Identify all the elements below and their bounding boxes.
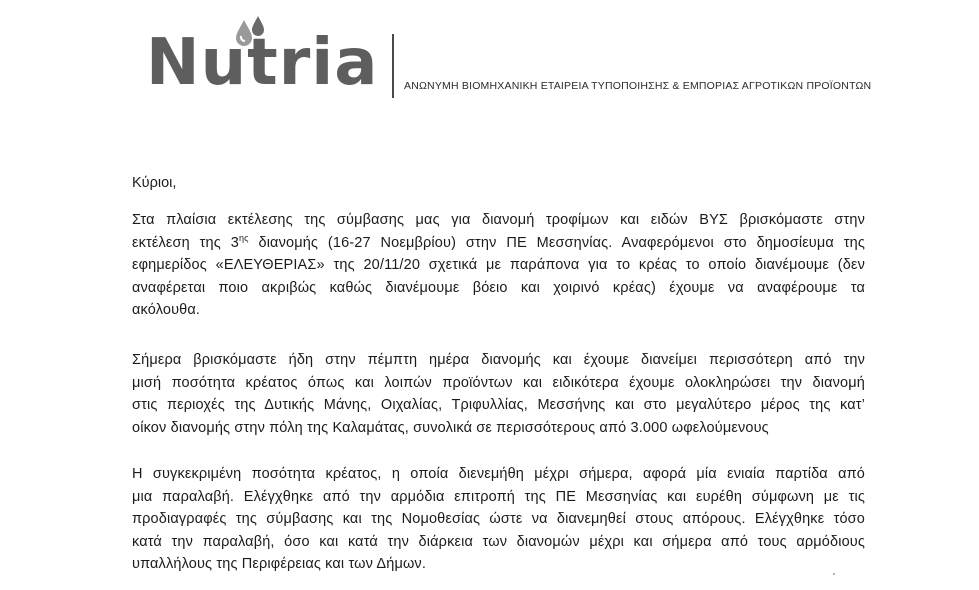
paragraph-line: υπαλλήλους της Περιφέρειας και των Δήμων.	[132, 556, 427, 572]
paragraph-line: εφημερίδος «ΕΛΕΥΘΕΡΙΑΣ» της 20/11/20 σχετικά με παράπονα για το κρέας το οποίο διανέμουμε (δεν	[132, 257, 865, 273]
company-name: ΑΝΩΝΥΜΗ ΒΙΟΜΗΧΑΝΙΚΗ ΕΤΑΙΡΕΙΑ ΤΥΠΟΠΟΙΗΣΗΣ & ΕΜΠΟΡΙΑΣ ΑΓΡΟΤΙΚΩΝ ΠΡΟΪΟΝΤΩΝ	[404, 80, 872, 92]
paragraph-line: κατά την παραλαβή, όσο και κατά την διάρκεια των διανομών μέχρι και σήμερα από τους αρμόδιους	[132, 533, 865, 550]
paragraph-line	[132, 232, 865, 255]
paragraph-3	[132, 463, 865, 576]
scan-speck	[833, 573, 835, 575]
letterhead-divider	[392, 34, 394, 98]
line-text: εκτέλεση της 3	[132, 234, 239, 251]
paragraph-line: στις περιοχές της Δυτικής Μάνης, Οιχαλίας, Τριφυλλίας, Μεσσήνης και στο μεγαλύτερο μέρος της κατ’	[132, 397, 865, 413]
paragraph-line: αναφέρεται ποιο ακριβώς καθώς διανέμουμε βόειο και χοιρινό κρέας) έχουμε να αναφέρουμε τα	[132, 279, 865, 296]
paragraph-line: Η συγκεκριμένη ποσότητα κρέατος, η οποία διενεμήθη μέχρι σήμερα, αφορά μία ενιαία παρτίδα από	[132, 466, 865, 482]
letter-greeting: Κύριοι,	[132, 175, 177, 191]
company-logo	[146, 14, 386, 100]
paragraph-1	[132, 209, 865, 322]
paragraph-line: μισή ποσότητα κρέατος όπως και λοιπών προϊόντων και ειδικότερα έχουμε ολοκληρώσει την διανομή	[132, 374, 865, 391]
paragraph-line: οίκον διανομής στην πόλη της Καλαμάτας, συνολικά σε περισσότερους από 3.000 ωφελούμενους	[132, 419, 769, 436]
paragraph-line: Σήμερα βρισκόμαστε ήδη στην πέμπτη ημέρα διανομής και έχουμε διανείμει περισσότερη από την	[132, 352, 865, 368]
paragraph-2	[132, 349, 865, 439]
line-text: διανομής (16-27 Νοεμβρίου) στην ΠΕ Μεσσηνίας. Αναφερόμενοι στο δημοσίευμα της	[248, 234, 865, 251]
paragraph-line: ακόλουθα.	[132, 302, 201, 318]
paragraph-line: προδιαγραφές της σύμβασης και της Νομοθεσίας ώστε να διανεμηθεί στους απόρους. Ελέγχθηκε τόσο	[132, 511, 865, 527]
paragraph-line: Στα πλαίσια εκτέλεσης της σύμβασης μας για διανομή τροφίμων και ειδών ΒΥΣ βρισκόμαστε στην	[132, 212, 865, 228]
paragraph-line: μια παραλαβή. Ελέγχθηκε από την αρμόδια επιτροπή της ΠΕ Μεσσηνίας και ευρέθη σύμφωνη με τις	[132, 488, 865, 505]
superscript: ης	[238, 232, 249, 243]
logo-wordmark: Nutria	[146, 26, 379, 100]
